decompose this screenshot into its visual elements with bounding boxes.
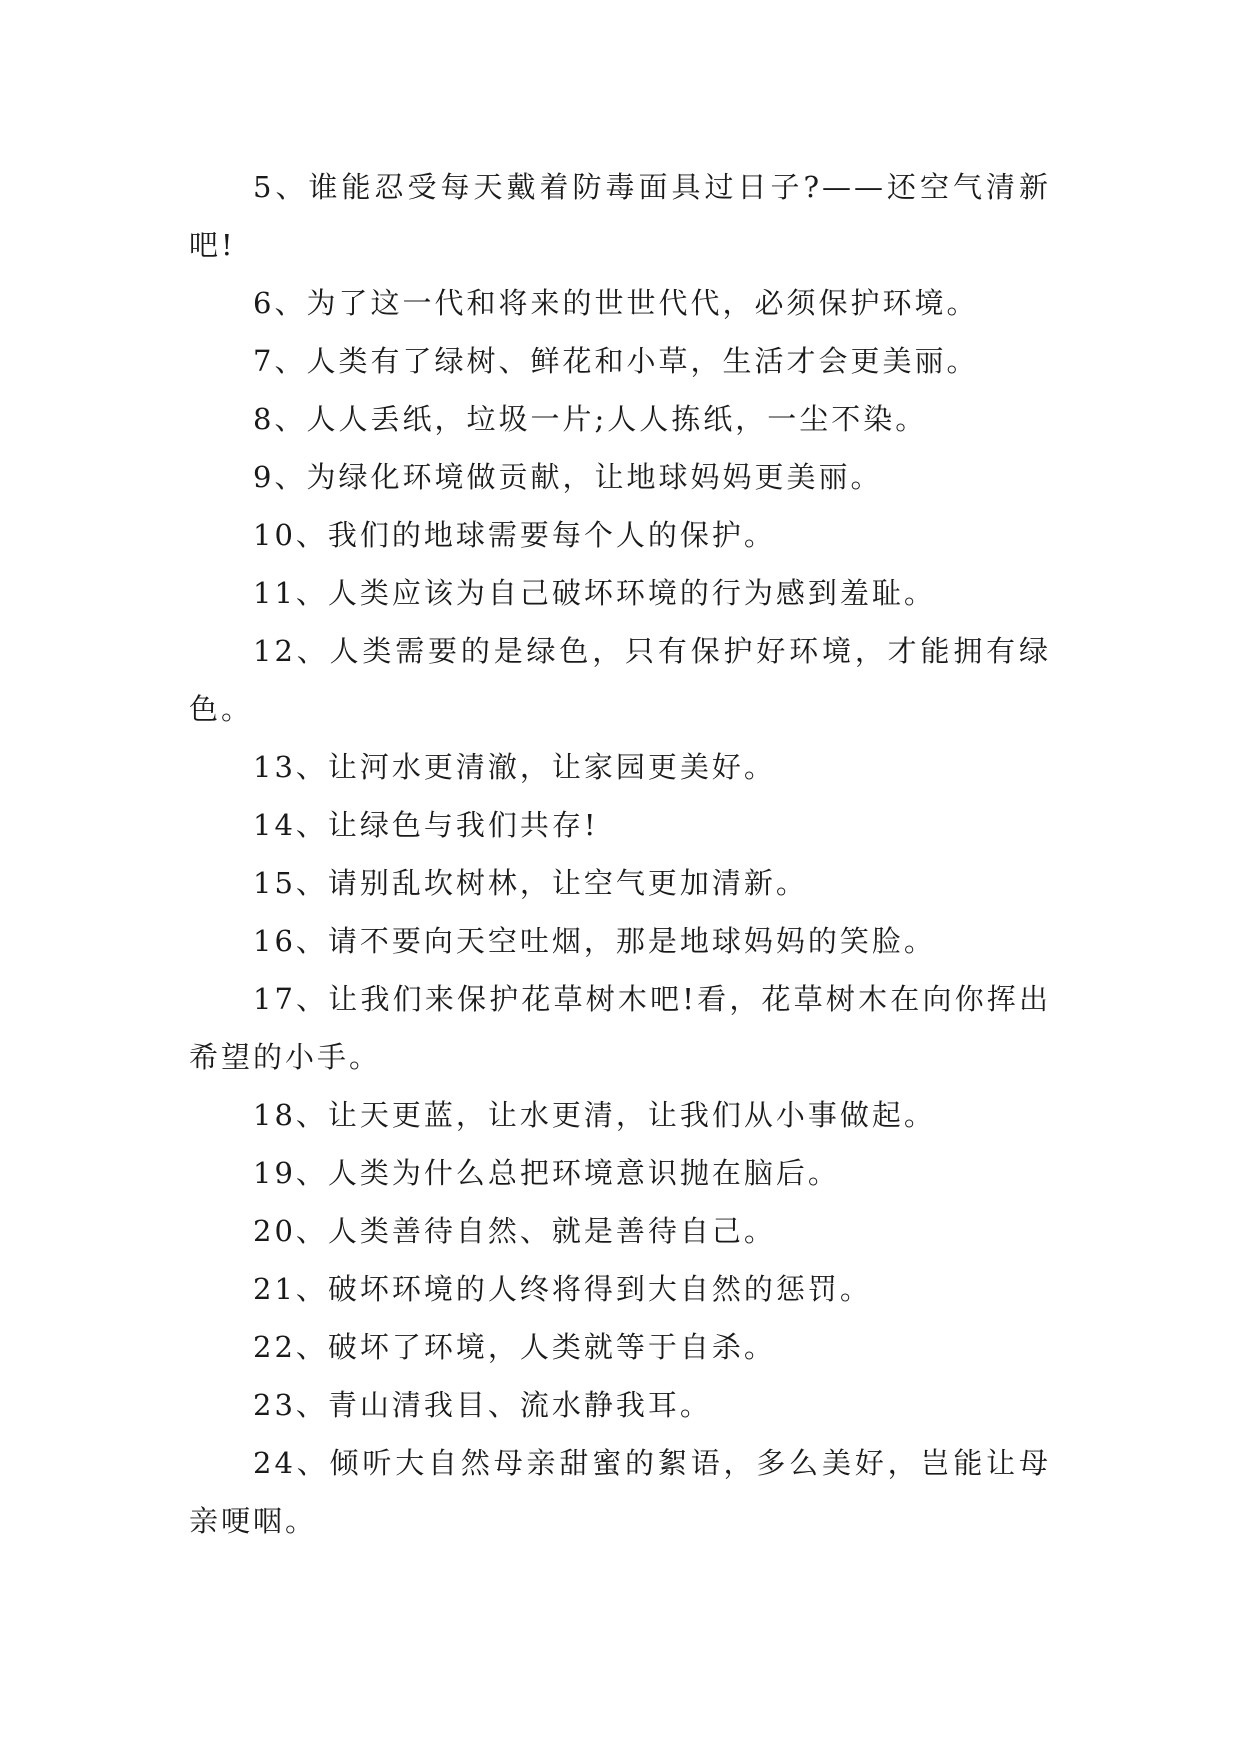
paragraph-15: 15、请别乱坎树林，让空气更加清新。 [253,866,808,900]
paragraph-20: 20、人类善待自然、就是善待自己。 [253,1214,776,1248]
paragraph-17: 17、让我们来保护花草树木吧!看，花草树木在向你挥出希望的小手。 [189,982,1051,1074]
paragraph-5: 5、谁能忍受每天戴着防毒面具过日子?——还空气清新吧! [189,170,1051,262]
paragraph-24: 24、倾听大自然母亲甜蜜的絮语，多么美好，岂能让母亲哽咽。 [189,1446,1051,1538]
paragraph-18: 18、让天更蓝，让水更清，让我们从小事做起。 [253,1098,936,1132]
document-body [189,158,1051,1550]
paragraph-19: 19、人类为什么总把环境意识抛在脑后。 [253,1156,840,1190]
paragraph-22: 22、破坏了环境，人类就等于自杀。 [253,1330,776,1364]
paragraph-7: 7、人类有了绿树、鲜花和小草，生活才会更美丽。 [253,344,979,378]
paragraph-14: 14、让绿色与我们共存! [253,808,599,842]
paragraph-21: 21、破坏环境的人终将得到大自然的惩罚。 [253,1272,872,1306]
paragraph-11: 11、人类应该为自己破坏环境的行为感到羞耻。 [253,576,936,610]
paragraph-9: 9、为绿化环境做贡献，让地球妈妈更美丽。 [253,460,883,494]
paragraph-6: 6、为了这一代和将来的世世代代，必须保护环境。 [253,286,979,320]
paragraph-10: 10、我们的地球需要每个人的保护。 [253,518,776,552]
paragraph-23: 23、青山清我目、流水静我耳。 [253,1388,712,1422]
paragraph-13: 13、让河水更清澈，让家园更美好。 [253,750,776,784]
paragraph-16: 16、请不要向天空吐烟，那是地球妈妈的笑脸。 [253,924,936,958]
paragraph-12: 12、人类需要的是绿色，只有保护好环境，才能拥有绿色。 [189,634,1051,726]
paragraph-8: 8、人人丢纸，垃圾一片;人人拣纸，一尘不染。 [253,402,928,436]
